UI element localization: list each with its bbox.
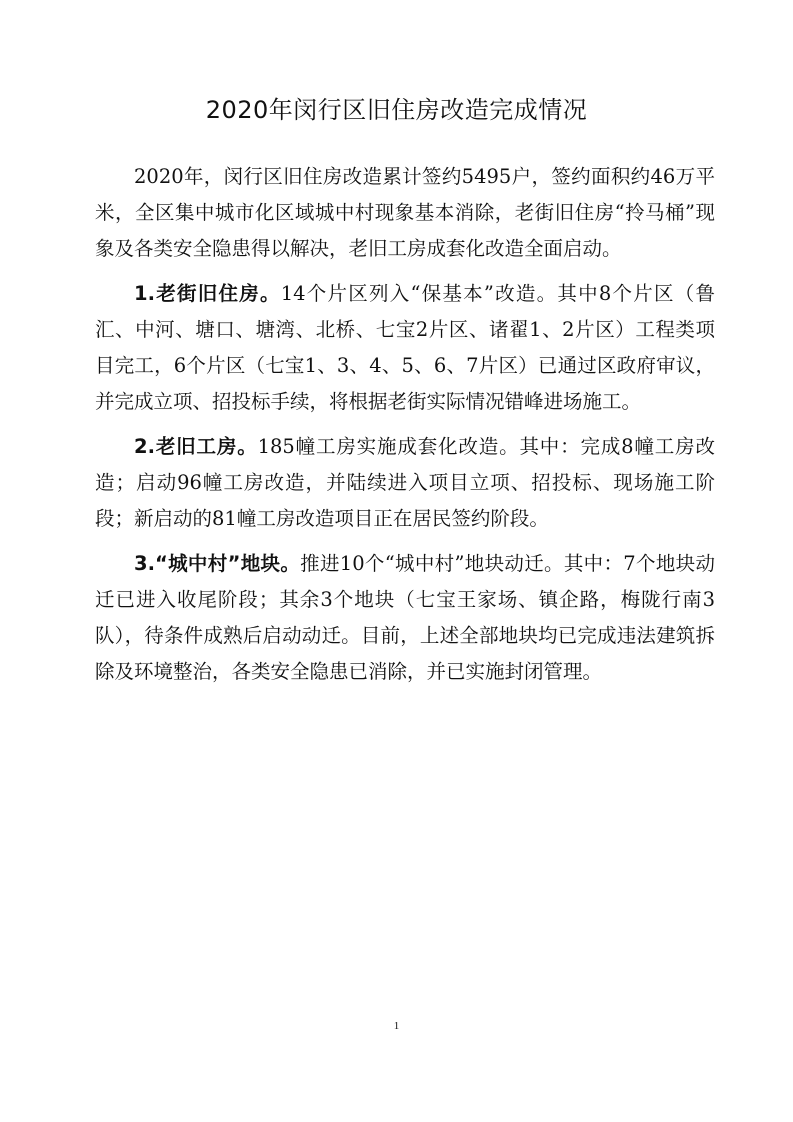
page-title: 2020年闵行区旧住房改造完成情况 xyxy=(205,96,588,124)
section-text: 推进10个“城中村”地块动迁。其中：7个地块动迁已进入收尾阶段；其余3个地块（七宝王家场、镇企路，梅陇行南3队），待条件成熟后启动动迁。目前，上述全部地块均已完成违法建筑拆除及环境整治，各类安全隐患已消除，并已实施封闭管理。 xyxy=(95,552,715,683)
section-heading: 3.“城中村”地块。 xyxy=(134,552,301,575)
section-text: 14个片区列入“保基本”改造。其中8个片区（鲁汇、中河、塘口、塘湾、北桥、七宝2片区、诸翟1、2片区）工程类项目完工，6个片区（七宝1、3、4、5、6、7片区）已通过区政府审议，并完成立项、招投标手续，将根据老街实际情况错峰进场施工。 xyxy=(95,282,715,413)
page-number: 1 xyxy=(393,1020,400,1032)
section-paragraph-old-workers-housing xyxy=(95,429,715,537)
intro-paragraph: 2020年，闵行区旧住房改造累计签约5495户，签约面积约46万平米，全区集中城市化区域城中村现象基本消除，老街旧住房“拎马桶”现象及各类安全隐患得以解决，老旧工房成套化改造全面启动。 xyxy=(95,165,715,260)
section-paragraph-old-street-housing xyxy=(95,276,715,420)
section-heading: 1.老街旧住房。 xyxy=(134,282,281,305)
section-text: 185幢工房实施成套化改造。其中：完成8幢工房改造；启动96幢工房改造，并陆续进入项目立项、招投标、现场施工阶段；新启动的81幢工房改造项目正在居民签约阶段。 xyxy=(95,435,715,530)
document-body xyxy=(95,159,715,699)
section-paragraph-urban-village xyxy=(95,546,715,690)
section-heading: 2.老旧工房。 xyxy=(134,435,258,458)
